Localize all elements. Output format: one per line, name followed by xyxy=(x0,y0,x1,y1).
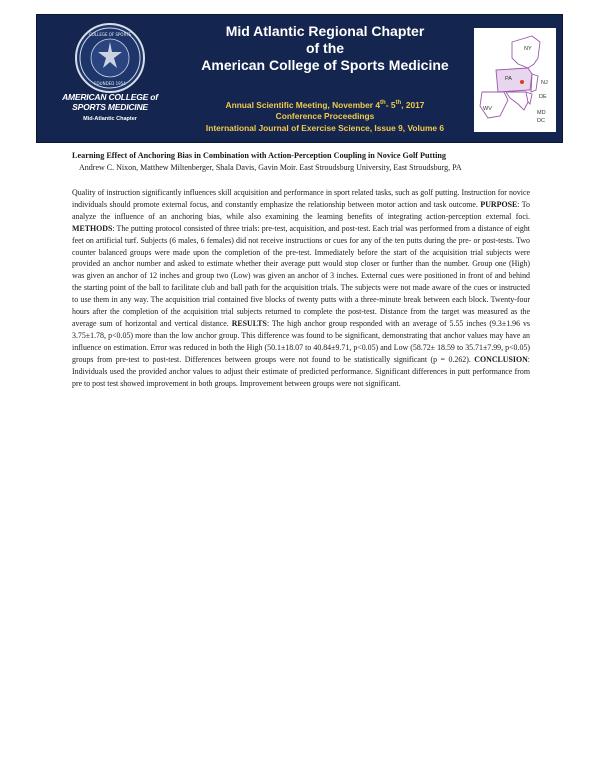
article-title: Learning Effect of Anchoring Bias in Combination with Action-Perception Coupling in Novice Golf Putting xyxy=(72,151,446,160)
svg-text:FOUNDED 1954: FOUNDED 1954 xyxy=(94,81,126,86)
mid-atlantic-map xyxy=(474,28,556,132)
title-line-1: Mid Atlantic Regional Chapter xyxy=(225,23,425,39)
results-label: RESULTS xyxy=(231,318,267,328)
title-line-3: American College of Sports Medicine xyxy=(201,57,449,73)
title-line-2: of the xyxy=(305,40,345,56)
acsm-logo xyxy=(55,23,165,133)
logo-wordmark: AMERICAN COLLEGE of SPORTS MEDICINE xyxy=(62,92,158,112)
map-label-ny: NY xyxy=(524,46,532,52)
results-text: : The high anchor group responded with an average of 5.55 inches (9.3±1.96 vs 3.75±1.78, p<0.05) more than the low anchor group. This difference was found to be significant, demonstrating that anchor values may have an influence on estimation. Error was reduced in both the High (50.1±18.07 to 40.84±9.71, p<0.05) and Low (58.72± 18.59 to 35.71±7.99, p<0.05) groups from pre-test to post-test. Differences between groups were not found to be statistically significant (p = 0.262). xyxy=(72,318,530,364)
conference-proceedings: Conference Proceedings xyxy=(275,111,375,122)
meeting-info xyxy=(175,98,475,134)
acsm-seal-icon xyxy=(75,23,145,93)
chapter-title xyxy=(175,23,475,74)
methods-label: METHODS xyxy=(72,223,113,233)
map-label-pa: PA xyxy=(505,76,512,82)
map-label-dc: DC xyxy=(537,118,545,124)
methods-text: : The putting protocol consisted of three trials: pre-test, acquisition, and post-test. Each trial was performed from a distance of eight feet on artificial turf. Subjects (6 males, 6 females) did not receive instructions or cues for any of the ten putts during the pre- or post-tests. Two counter balanced groups were made upon the completion of the pre-test. Immediately before the start of the acquisition trial subjects were provided an anchor number and asked to estimate whether their average putt would stop closer or further than the number. Group one (High) was given an anchor of 12 inches and group two (Low) was given an anchor of 3 inches. External cues were positioned in front of and behind the starting point of the ball to facilitate club and ball path for the acquisition trials. The subjects were not made aware of the cues or instructed to use them in any way. The acquisition trial contained five blocks of twenty putts with a three-minute break between each block. Twenty-four hours after the completion of the acquisition trial subjects returned to complete the post-test. Distance from the target was measured as the average sum of horizontal and vertical distance. xyxy=(72,223,530,328)
conclusion-text: : Individuals used the provided anchor values to adjust their estimate of predicted performance. Significant differences in putt performance from pre to post test showed improvement in both groups. Improvement between groups were not significant. xyxy=(72,354,530,388)
meeting-date: Annual Scientific Meeting, November 4th- 5th, 2017 xyxy=(225,99,425,110)
article-authors: Andrew C. Nixon, Matthew Miltenberger, Shala Davis, Gavin Moir. East Stroudsburg University, East Stroudsburg, PA xyxy=(79,162,462,172)
journal-citation: International Journal of Exercise Science, Issue 9, Volume 6 xyxy=(205,122,445,133)
map-label-md: MD xyxy=(537,110,546,116)
logo-subtitle: Mid-Atlantic Chapter xyxy=(83,116,137,122)
abstract-intro: Quality of instruction significantly influences skill acquisition and performance in sport related tasks, such as golf putting. Instruction for novice individuals should promote external focus, and constantly emphasize the relationship between motor action and task outcome. xyxy=(72,188,530,209)
conference-banner xyxy=(36,14,563,143)
conclusion-label: CONCLUSION xyxy=(474,354,528,364)
svg-text:COLLEGE OF SPORTS: COLLEGE OF SPORTS xyxy=(88,32,132,37)
purpose-label: PURPOSE xyxy=(480,199,518,209)
map-label-nj: NJ xyxy=(541,80,548,86)
abstract-article xyxy=(72,150,530,389)
map-label-de: DE xyxy=(539,94,547,100)
abstract-body xyxy=(72,187,530,389)
map-label-wv: WV xyxy=(483,106,492,112)
purpose-text: : To analyze the influence of an anchoring bias, while also examining the learning benefits of integrating action-perception external foci. xyxy=(72,199,530,221)
